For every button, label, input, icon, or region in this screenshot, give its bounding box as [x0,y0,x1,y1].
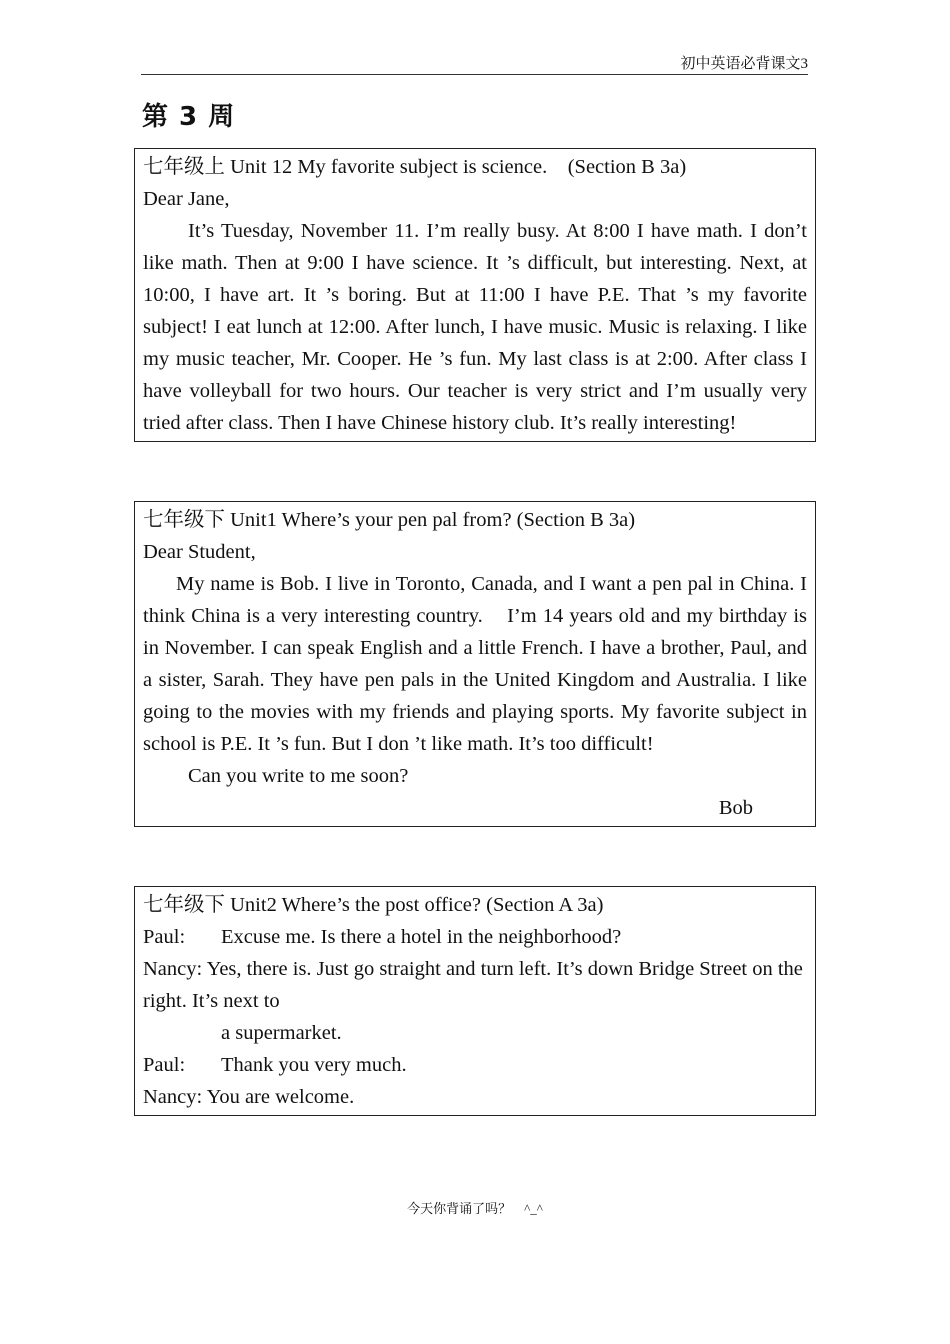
passage-box-2 [134,501,816,827]
speaker-label: Nancy: [143,958,203,980]
page-header: 初中英语必背课文3 [141,52,808,75]
speaker-label: Nancy: [143,1086,203,1108]
dialogue-line [143,1049,807,1081]
dialogue-text: Thank you very much. [221,1054,407,1076]
dialogue-line [143,953,807,1017]
passage-1-body: It’s Tuesday, November 11. I’m really busy. At 8:00 I have math. I don’t like math. Then at 9:00 I have science. It ’s difficult, but interesting. Next, at 10:00, I have art. It ’s boring. But at 11:00 I have P.E. That ’s my favorite subject! I eat lunch at 12:00. After lunch, I have music. Music is relaxing. I like my music teacher, Mr. Cooper. He ’s fun. My last class is at 2:00. After class I have volleyball for two hours. Our teacher is very strict and I’m usually very tried after class. Then I have Chinese history club. It’s really interesting! [143,220,807,434]
passage-1-title: 七年级上 Unit 12 My favorite subject is science. (Section B 3a) [143,156,687,178]
dialogue-line [143,921,807,953]
passage-2-signature: Bob [718,797,753,819]
passage-3-title: 七年级下 Unit2 Where’s the post office? (Section A 3a) [143,894,604,916]
passage-2-title: 七年级下 Unit1 Where’s your pen pal from? (Section B 3a) [143,509,636,531]
speaker-label: Paul: [143,926,186,948]
passage-2-body: My name is Bob. I live in Toronto, Canada, and I want a pen pal in China. I think China is a very interesting country. I’m 14 years old and my birthday is in November. I can speak English and a little French. I have a brother, Paul, and a sister, Sarah. They have pen pals in the United Kingdom and Australia. I like going to the movies with my friends and playing sports. My favorite subject in school is P.E. It ’s fun. But I don ’t like math. It’s too difficult! [143,573,807,755]
page-footer: 今天你背诵了吗？ ^_^ [407,1201,543,1216]
dialogue-continuation: a supermarket. [221,1022,342,1044]
passage-box-1 [134,148,816,442]
speaker-label: Paul: [143,1054,186,1076]
passage-1-greeting: Dear Jane, [143,188,230,210]
week-title: 第 3 周 [142,102,236,132]
passage-box-3 [134,886,816,1116]
passage-2-greeting: Dear Student, [143,541,256,563]
passage-2-closing: Can you write to me soon? [188,765,409,787]
dialogue-text: Yes, there is. Just go straight and turn left. It’s down Bridge Street on the right. It’s next to [143,958,803,1012]
dialogue-text: You are welcome. [206,1086,355,1108]
dialogue-line [143,1081,807,1113]
dialogue-text: Excuse me. Is there a hotel in the neighborhood? [221,926,622,948]
